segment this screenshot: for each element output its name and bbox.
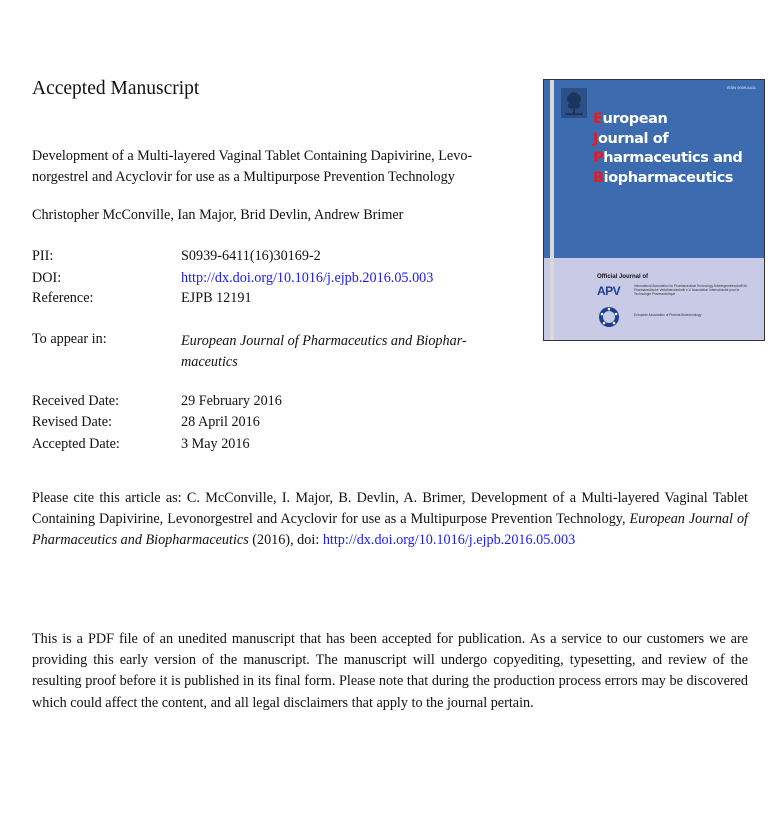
eaps-description: European Association of Pharma Biotechnology <box>634 313 702 317</box>
appear-journal-line-2: maceutics <box>181 354 238 370</box>
citation-journal: European Journal of Pharmaceutics and Biopharmaceutics <box>32 511 748 549</box>
cover-title-initial: P <box>593 150 604 166</box>
pii-label: PII: <box>32 248 54 264</box>
pii-value: S0939-6411(16)30169-2 <box>181 248 321 264</box>
appear-label: To appear in: <box>32 331 107 347</box>
citation-middle: (2016), doi: <box>248 532 323 549</box>
page-heading: Accepted Manuscript <box>32 78 200 99</box>
received-value: 29 February 2016 <box>181 393 282 409</box>
cover-title-rest: ournal of <box>598 130 669 147</box>
doi-link[interactable]: http://dx.doi.org/10.1016/j.ejpb.2016.05.003 <box>181 270 434 286</box>
cover-official-journal: Official Journal of <box>597 274 649 280</box>
cover-issn: ISSN 0939-6411 <box>726 85 756 90</box>
cover-title-rest: iopharmaceutics <box>603 169 733 186</box>
article-authors: Christopher McConville, Ian Major, Brid Devlin, Andrew Brimer <box>32 207 404 223</box>
cover-title-initial: E <box>593 111 603 127</box>
cover-title-rest: uropean <box>602 111 668 127</box>
article-title-line-1: Development of a Multi-layered Vaginal Tablet Containing Dapivirine, Levo- <box>32 148 473 164</box>
eaps-logo-icon <box>598 306 620 328</box>
cover-title-line-1 <box>593 110 742 130</box>
cover-title-line-2 <box>593 130 742 150</box>
reference-label: Reference: <box>32 290 94 306</box>
accepted-value: 3 May 2016 <box>181 436 250 452</box>
apv-logo-text: APV <box>597 284 621 298</box>
accepted-label: Accepted Date: <box>32 436 120 452</box>
cover-journal-title <box>593 110 742 188</box>
article-title <box>32 146 532 188</box>
revised-value: 28 April 2016 <box>181 414 260 430</box>
article-title-line-2: norgestrel and Acyclovir for use as a Multipurpose Prevention Technology <box>32 169 455 185</box>
cover-title-rest: harmaceutics and <box>603 150 743 166</box>
apv-logo <box>597 284 620 298</box>
cover-title-initial: J <box>593 130 598 147</box>
citation-doi-link[interactable]: http://dx.doi.org/10.1016/j.ejpb.2016.05.003 <box>322 532 576 549</box>
cover-title-line-4 <box>593 169 742 189</box>
elsevier-tree-icon <box>561 88 587 118</box>
reference-value: EJPB 12191 <box>181 290 252 306</box>
manuscript-notice: This is a PDF file of an unedited manuscript that has been accepted for publication. As a service to our customers we are providing this early version of the manuscript. The manuscript will undergo copyediting, typesetting, and review of the resulting proof before it is published in its final form. Please note that during the production process errors may be discovered which could affect the content, and all legal disclaimers that apply to the journal pertain. <box>32 631 748 711</box>
journal-cover <box>543 79 765 341</box>
cover-side-strip <box>550 80 554 340</box>
appear-journal-line-1: European Journal of Pharmaceutics and Biophar- <box>181 333 467 349</box>
citation-prefix: Please cite this article as: C. McConville, I. Major, B. Devlin, A. Brimer, Development of a Multi-layered Vaginal Tablet Containing Dapivirine, Levonorgestrel and Acyclovir for use as a Multipurpose Prevention Technology, <box>32 490 748 528</box>
doi-label: DOI: <box>32 270 62 286</box>
citation-paragraph <box>32 488 748 552</box>
cover-title-line-3 <box>593 149 742 169</box>
revised-label: Revised Date: <box>32 414 112 430</box>
received-label: Received Date: <box>32 393 120 409</box>
cover-title-initial: B <box>593 169 604 186</box>
appear-journal <box>181 331 511 373</box>
apv-description: International Association for Pharmaceutical Technology Arbeitsgemeinschaft für Pharmazeutische Verfahrenstechnik e.V. Association Internationale pour la Technologie Pharmaceutique <box>634 284 748 297</box>
cover-bottom-panel <box>544 258 764 340</box>
